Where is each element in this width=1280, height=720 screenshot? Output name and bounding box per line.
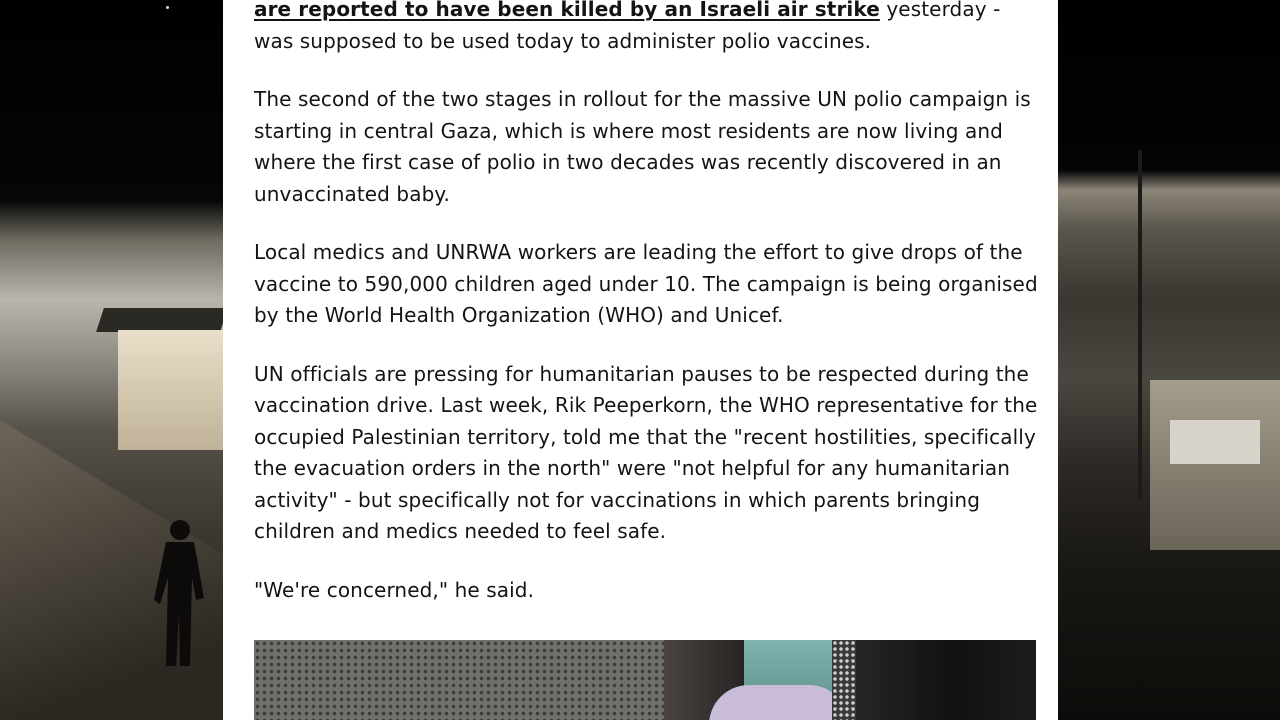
lit-hut: [118, 330, 224, 450]
star-dot: [166, 6, 169, 9]
paragraph-1-text: yesterday - was supposed to be used today to administer polio vaccines.: [254, 0, 1001, 53]
photo-dark-right: [834, 640, 1036, 720]
article-panel: [223, 0, 1058, 720]
shed-window: [1170, 420, 1260, 464]
paragraph-4: UN officials are pressing for humanitarian pauses to be respected during the vaccination drive. Last week, Rik Peeperkorn, the WHO representative for the occupied Palestinian territory, told me that the "recent hostilities, specifically the evacuation orders in the north" were "not helpful for any humanitarian activity" - but specifically not for vaccinations in which parents bringing children and medics needed to feel safe.: [254, 361, 1038, 543]
utility-pole: [1138, 150, 1142, 500]
background-night-scene-right: [1058, 0, 1280, 720]
photo-gloved-hand: [709, 685, 849, 720]
hut-roof: [96, 308, 228, 332]
silhouette-figure: [150, 518, 208, 668]
article-photo: [254, 640, 1036, 720]
paragraph-2: The second of the two stages in rollout for the massive UN polio campaign is starting in central Gaza, which is where most residents are now living and where the first case of polio in two decades was recently discovered in an unvaccinated baby.: [254, 87, 1031, 206]
photo-patterned-scarf: [254, 640, 664, 720]
photo-pattern-edge: [832, 640, 856, 720]
article-body: [254, 0, 1044, 633]
paragraph-5: "We're concerned," he said.: [254, 577, 535, 602]
shed: [1150, 380, 1280, 550]
air-strike-link[interactable]: are reported to have been killed by an Israeli air strike: [254, 0, 880, 21]
paragraph-3: Local medics and UNRWA workers are leading the effort to give drops of the vaccine to 590,000 children aged under 10. The campaign is being organised by the World Health Organization (WHO) and Unicef.: [254, 240, 1038, 327]
paragraph-1: [254, 0, 1044, 57]
background-night-scene-left: [0, 0, 224, 720]
